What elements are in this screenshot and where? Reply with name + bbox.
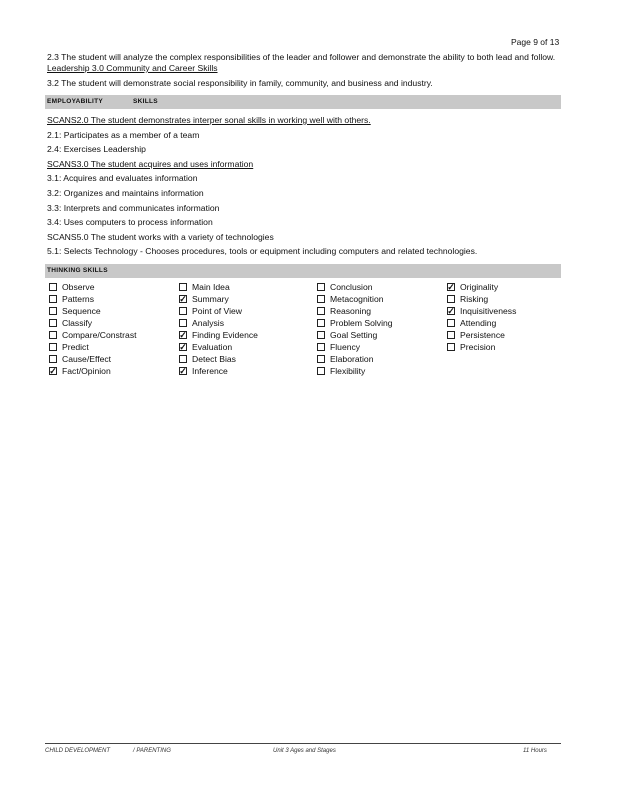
checkbox-unchecked[interactable] [317, 367, 325, 375]
skill-item [317, 317, 393, 329]
thinking-skills-checklist [47, 281, 559, 391]
footer-subject: / PARENTING [133, 748, 171, 754]
checkbox-checked[interactable]: ✓ [447, 306, 455, 317]
page-number: Page 9 of 13 [511, 37, 560, 47]
skill-item [49, 305, 137, 317]
skill-item [49, 353, 137, 365]
skill-label: Detect Bias [192, 354, 236, 365]
checkbox-unchecked[interactable] [317, 343, 325, 351]
employability-line: SCANS3.0 The student acquires and uses information [47, 158, 254, 169]
skill-label: Goal Setting [330, 330, 378, 341]
footer-divider [45, 743, 561, 744]
skill-label: Conclusion [330, 282, 373, 293]
skill-label: Inquisitiveness [460, 306, 517, 317]
skill-label: Metacognition [330, 294, 384, 305]
skill-item [49, 329, 137, 341]
checkbox-unchecked[interactable] [179, 355, 187, 363]
employability-skills-header [45, 95, 561, 109]
skill-label: Attending [460, 318, 497, 329]
skill-label: Patterns [62, 294, 95, 305]
employability-line: 3.3: Interprets and communicates information [47, 202, 220, 213]
skill-label: Fact/Opinion [62, 366, 111, 377]
employability-line: 5.1: Selects Technology - Chooses procedures, tools or equipment including computers and related technologies. [47, 246, 478, 257]
checkbox-unchecked[interactable] [49, 295, 57, 303]
checkbox-unchecked[interactable] [317, 331, 325, 339]
employability-title: EMPLOYABILITY [47, 98, 104, 105]
skill-item [317, 341, 393, 353]
skill-label: Predict [62, 342, 89, 353]
skill-label: Classify [62, 318, 93, 329]
objective-3-2: 3.2 The student will demonstrate social responsibility in family, community, and business and industry. [47, 78, 433, 88]
employability-line: 3.4: Uses computers to process information [47, 217, 213, 228]
skill-item [179, 329, 258, 341]
checkbox-checked[interactable]: ✓ [179, 342, 187, 353]
employability-line: 2.4: Exercises Leadership [47, 144, 146, 155]
skill-item [179, 365, 258, 377]
skill-item [179, 317, 258, 329]
document-body [47, 52, 559, 391]
skill-label: Analysis [192, 318, 224, 329]
checkbox-unchecked[interactable] [317, 295, 325, 303]
skill-item [179, 305, 258, 317]
skill-item [49, 293, 137, 305]
employability-list [47, 115, 559, 257]
checkbox-unchecked[interactable] [179, 307, 187, 315]
skill-label: Fluency [330, 342, 361, 353]
skill-label: Flexibility [330, 366, 366, 377]
checkbox-unchecked[interactable] [447, 319, 455, 327]
skill-item [447, 293, 516, 305]
employability-line: 3.2: Organizes and maintains information [47, 187, 204, 198]
skill-label: Main Idea [192, 282, 230, 293]
skill-label: Inference [192, 366, 228, 377]
leadership-heading: Leadership 3.0 Community and Career Skills [47, 63, 218, 73]
checkbox-unchecked[interactable] [317, 283, 325, 291]
skill-item [179, 293, 258, 305]
skills-column [317, 281, 393, 377]
skill-label: Precision [460, 342, 496, 353]
skill-label: Elaboration [330, 354, 374, 365]
employability-line: SCANS2.0 The student demonstrates interper sonal skills in working well with others. [47, 115, 371, 125]
skill-item [317, 293, 393, 305]
skill-item [447, 281, 516, 293]
skill-item [447, 341, 516, 353]
checkbox-unchecked[interactable] [49, 319, 57, 327]
checkbox-unchecked[interactable] [317, 355, 325, 363]
skill-item [49, 281, 137, 293]
skill-label: Observe [62, 282, 95, 293]
checkbox-unchecked[interactable] [49, 331, 57, 339]
skill-item [179, 353, 258, 365]
skill-label: Originality [460, 282, 499, 293]
skill-label: Risking [460, 294, 489, 305]
skills-column [49, 281, 137, 377]
employability-line: 3.1: Acquires and evaluates information [47, 173, 198, 184]
skill-label: Finding Evidence [192, 330, 258, 341]
skill-item [317, 353, 393, 365]
skill-label: Cause/Effect [62, 354, 112, 365]
skill-item [317, 305, 393, 317]
skill-label: Evaluation [192, 342, 233, 353]
objective-2-3: 2.3 The student will analyze the complex responsibilities of the leader and follower and demonstrate the ability to both lead and follow. [47, 52, 556, 62]
thinking-skills-title: THINKING SKILLS [47, 267, 108, 275]
skill-label: Compare/Constrast [62, 330, 137, 341]
skill-item [179, 341, 258, 353]
skill-item [317, 365, 393, 377]
checkbox-unchecked[interactable] [447, 331, 455, 339]
checkbox-checked[interactable]: ✓ [179, 330, 187, 341]
checkbox-checked[interactable]: ✓ [49, 366, 57, 377]
skill-label: Point of View [192, 306, 243, 317]
skill-item [447, 329, 516, 341]
checkbox-unchecked[interactable] [49, 355, 57, 363]
footer-hours: 11 Hours [523, 748, 547, 754]
skill-item [317, 329, 393, 341]
checkbox-checked[interactable]: ✓ [179, 366, 187, 377]
thinking-skills-header [45, 264, 561, 278]
footer-course: CHILD DEVELOPMENT [45, 748, 111, 754]
skill-label: Persistence [460, 330, 505, 341]
skills-column [447, 281, 516, 353]
footer-unit: Unit 3 Ages and Stages [273, 748, 336, 754]
checkbox-unchecked[interactable] [447, 295, 455, 303]
checkbox-unchecked[interactable] [317, 307, 325, 315]
employability-line: 2.1: Participates as a member of a team [47, 129, 200, 140]
skills-title: SKILLS [133, 98, 158, 105]
checkbox-unchecked[interactable] [317, 319, 325, 327]
skill-item [447, 317, 516, 329]
checkbox-unchecked[interactable] [447, 343, 455, 351]
skill-item [49, 317, 137, 329]
checkbox-unchecked[interactable] [179, 283, 187, 291]
skill-item [49, 365, 137, 377]
skill-label: Sequence [62, 306, 101, 317]
skill-label: Summary [192, 294, 229, 305]
checkbox-checked[interactable]: ✓ [179, 294, 187, 305]
checkbox-checked[interactable]: ✓ [447, 282, 455, 293]
skill-item [179, 281, 258, 293]
skill-label: Problem Solving [330, 318, 393, 329]
employability-line: SCANS5.0 The student works with a variety of technologies [47, 231, 274, 242]
skill-item [49, 341, 137, 353]
skill-item [447, 305, 516, 317]
checkbox-unchecked[interactable] [179, 319, 187, 327]
checkbox-unchecked[interactable] [49, 283, 57, 291]
skills-column [179, 281, 258, 377]
skill-label: Reasoning [330, 306, 372, 317]
skill-item [317, 281, 393, 293]
checkbox-unchecked[interactable] [49, 343, 57, 351]
checkbox-unchecked[interactable] [49, 307, 57, 315]
